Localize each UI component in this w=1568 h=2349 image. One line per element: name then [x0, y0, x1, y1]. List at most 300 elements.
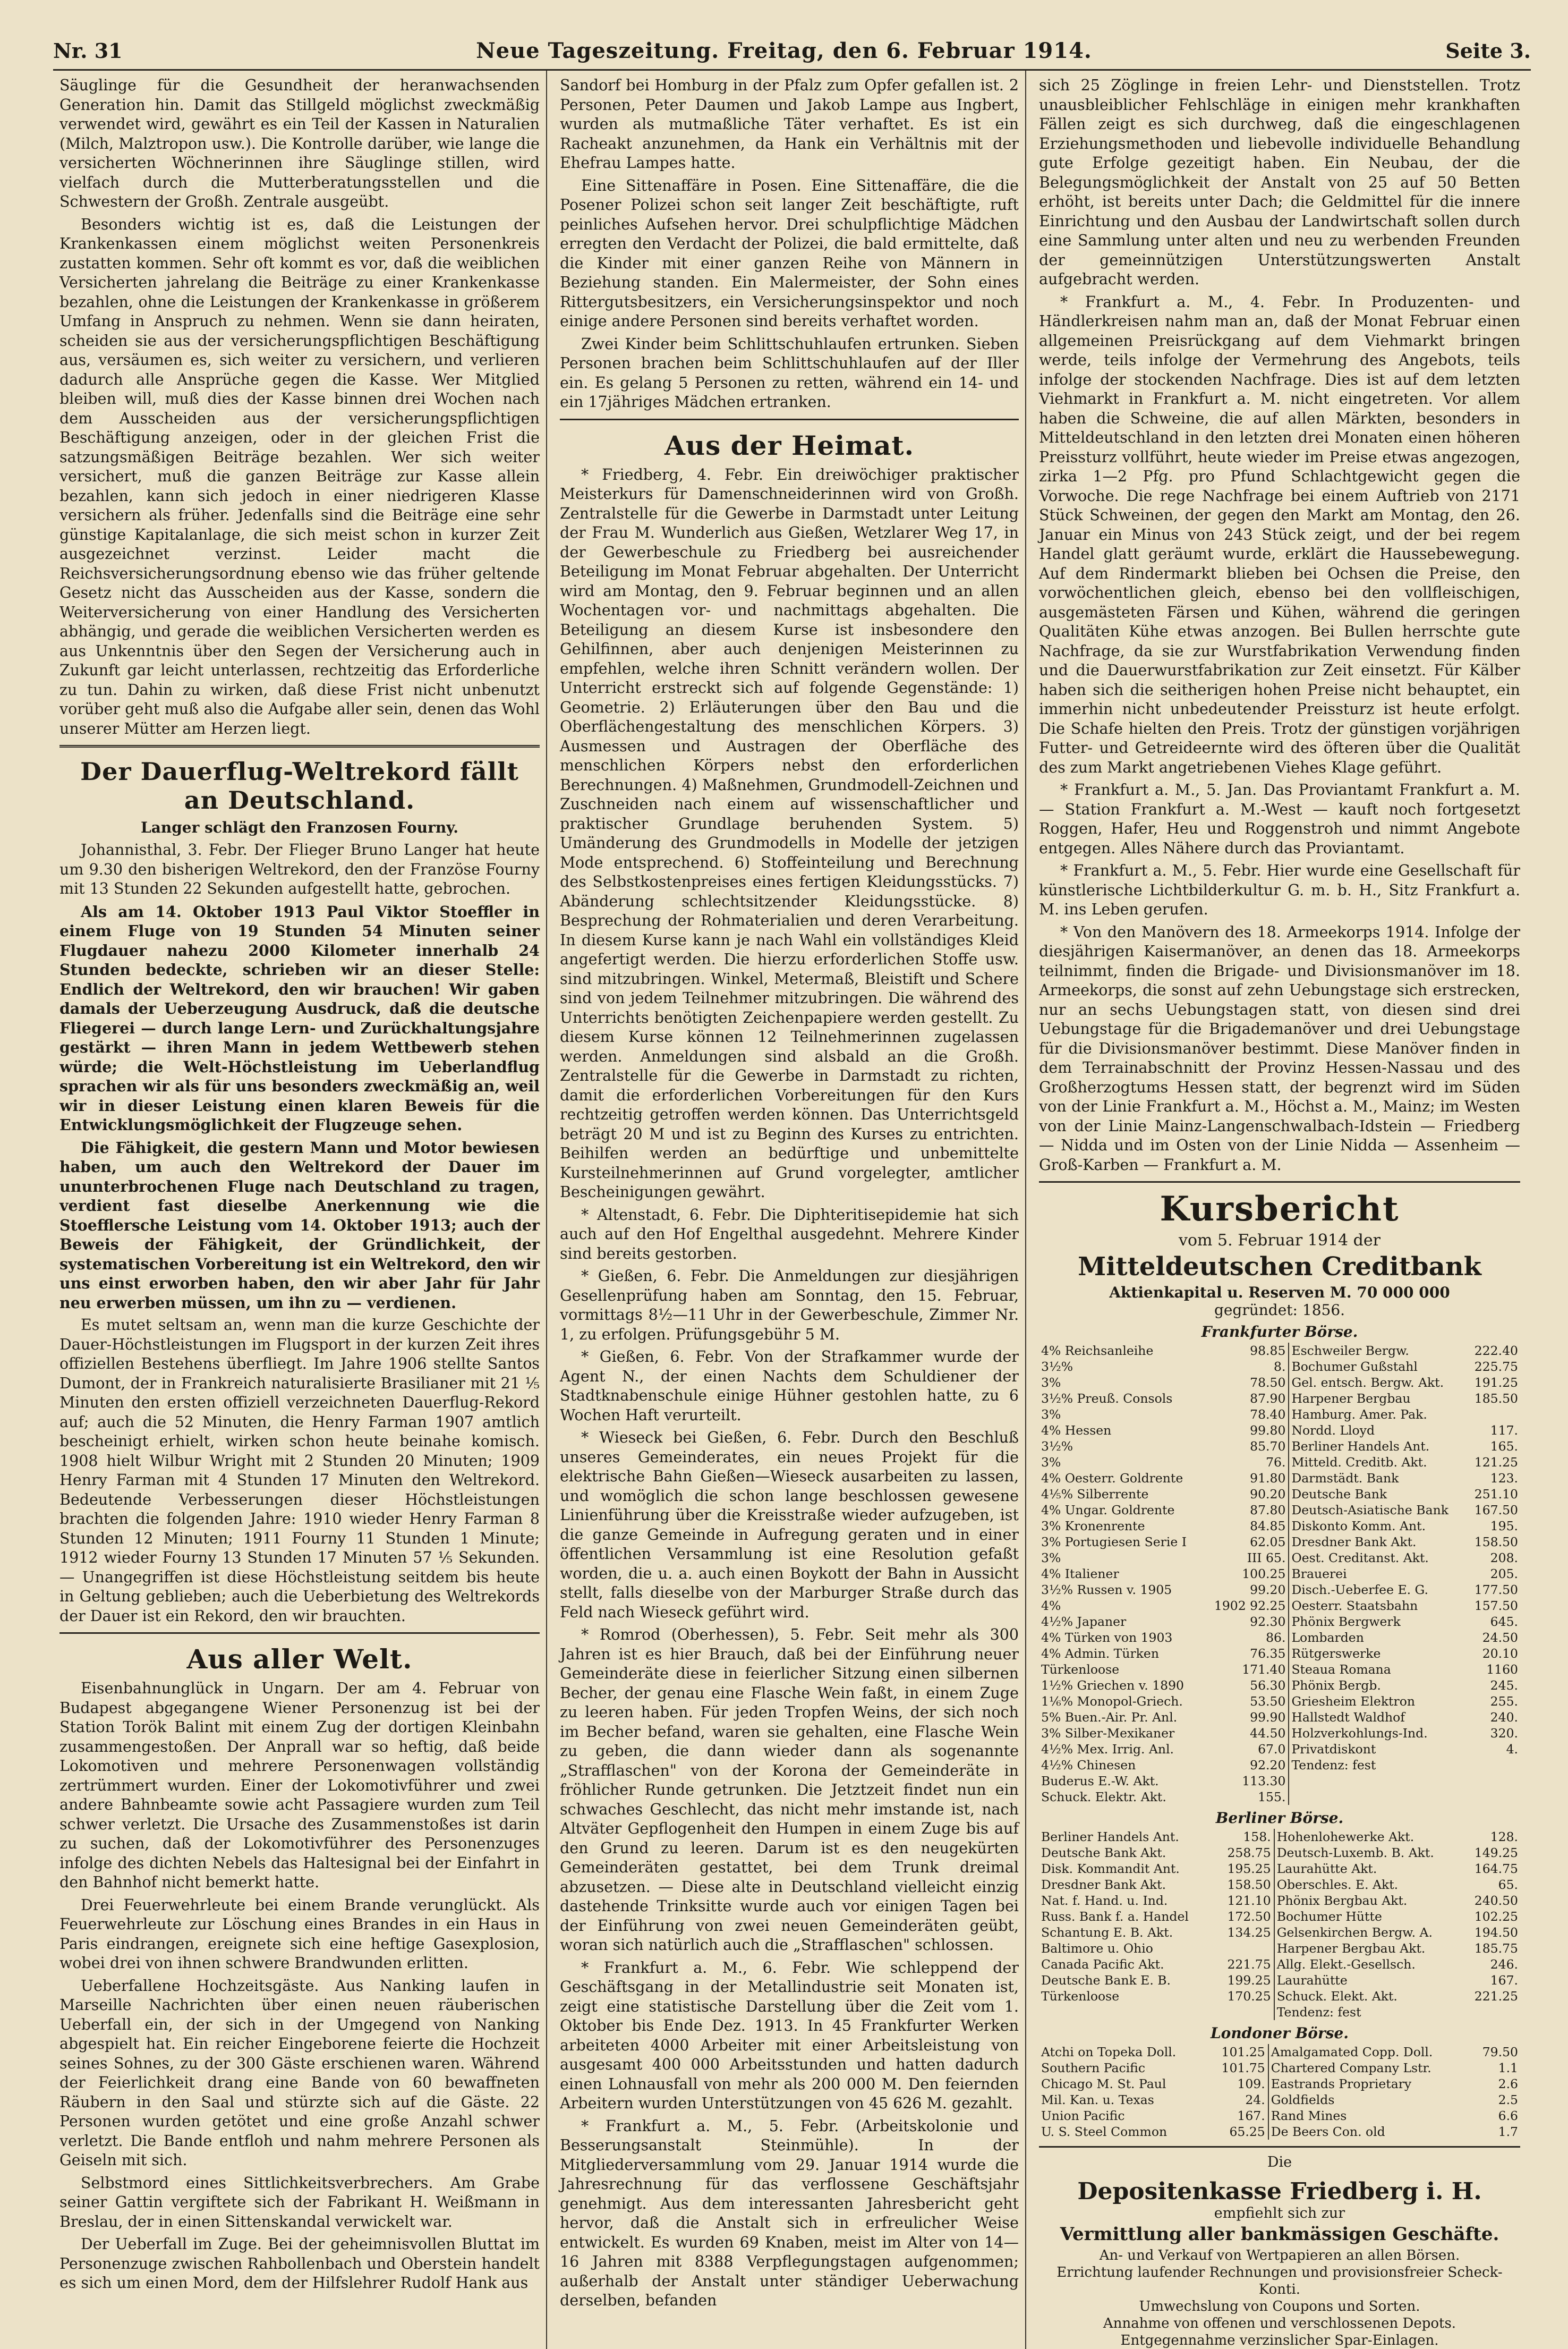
quote-value: 121.10: [1227, 1893, 1271, 1908]
quote-row: [1039, 1909, 1520, 1924]
quote-value: 67.0: [1258, 1742, 1286, 1757]
quote-row: [1039, 1518, 1520, 1534]
quote-name: Dresdner Bank Akt.: [1041, 1877, 1166, 1892]
quote-name: Baltimore u. Ohio: [1041, 1941, 1153, 1956]
quote-value: 56.30: [1250, 1678, 1286, 1693]
quote-value: [1217, 1940, 1273, 1956]
quote-row: [1039, 1924, 1520, 1940]
kurs-capital: Aktienkapital u. Reserven M. 70 000 000: [1109, 1284, 1450, 1301]
article-text: * Friedberg, 4. Febr. Ein dreiwöchiger praktischer Meisterkurs für Damenschneiderinnen wird von Großh. Zentralstelle für die Gewerbe in Darmstadt unter Leitung der Frau M. Wunderlich aus Gießen, Wetzlarer Weg 17, in der Gewerbeschule zu Friedberg bei ausreichender Beteiligung im Monat Februar abgehalten. Der Unterricht wird am Montag, den 9. Februar beginnen und an allen Wochentagen vor- und nachmittags abgehalten. Die Beteiligung an diesem Kurse ist insbesondere den Gehilfinnen, aber auch denjenigen Meisterinnen zu empfehlen, welche ihren Schnitt verändern wollen. Der Unterricht erstreckt sich auf folgende Gegenstände: 1) Geometrie. 2) Erläuterungen über den Bau und die Oberflächengestaltung des menschlichen Körpers. 3) Ausmessen und Austragen der Oberfläche des menschlichen Körpers nebst den erforderlichen Berechnungen. 4) Maßnehmen, Grundmodell-Zeichnen und Zuschneiden nach einem auf wissenschaftlicher und praktischer Grundlage beruhenden System. 5) Umänderung des Grundmodells in Modelle der jetzigen Mode entsprechend. 6) Stoffeinteilung und Berechnung des Selbstkostenpreises eines fertigen Kleidungsstücks. 7) Abänderung schlechtsitzender Kleidungsstücke. 8) Besprechung der Rohmaterialien und deren Verarbeitung. In diesem Kurse kann je nach Wahl ein vollständiges Kleid angefertigt werden. Die hierzu erforderlichen Stoffe usw. sind mitzubringen. Winkel, Metermaß, Bleistift und Schere sind von jedem Teilnehmer mitzubringen. Die während des Unterrichts benötigten Zeichenpapiere werden gestellt. Zu diesem Kurse können 12 Teilnehmerinnen zugelassen werden. Anmeldungen sind alsbald an die Großh. Zentralstelle für die Gewerbe in Darmstadt zu richten, damit die erforderlichen Vorbereitungen für den Kurs rechtzeitig getroffen werden können. Das Unterrichtsgeld beträgt 20 M und ist zu Beginn des Kurses zu entrichten. Beihilfen werden an bedürftige und unbemittelte Kursteilnehmerinnen auf Grund vorgelegter, amtlicher Bescheinigungen gewährt.: [560, 465, 1019, 1201]
quote-name: Türkenloose: [1041, 1989, 1120, 2004]
quote-name: Goldfields: [1271, 2092, 1335, 2107]
quote-value: 171.40: [1242, 1662, 1286, 1677]
quote-value: 221.75: [1227, 1957, 1271, 1972]
quote-value: 99.90: [1250, 1710, 1286, 1725]
quote-name: 5% Buen.-Air. Pr. Anl.: [1041, 1710, 1178, 1725]
quote-value: 185.75: [1474, 1941, 1518, 1956]
depositenkasse-ad: [1039, 2154, 1520, 2349]
quote-name: Schuck. Elektr. Akt.: [1041, 1790, 1166, 1804]
quote-row: [1039, 1988, 1520, 2004]
article-text: * Gießen, 6. Febr. Von der Strafkammer wurde der Agent N., der einen Nachts dem Schuldiener der Stadtknabenschule einige Hühner gestohlen hatte, zu 6 Wochen Haft verurteilt.: [560, 1348, 1019, 1424]
quote-value: 85.70: [1250, 1439, 1286, 1454]
quote-name: 4½% Mex. Irrig. Anl.: [1041, 1742, 1174, 1757]
quote-value: 128.: [1490, 1829, 1518, 1844]
quote-value: 225.75: [1474, 1359, 1518, 1374]
quote-value: 194.50: [1474, 1925, 1518, 1940]
quote-name: 3½%: [1041, 1439, 1073, 1454]
quote-value: 92.30: [1250, 1614, 1286, 1629]
quote-name: Steaua Romana: [1291, 1662, 1391, 1677]
quote-value: 84.85: [1250, 1519, 1286, 1533]
headline-dauerflug: Der Dauerflug-Weltrekord fällt an Deutschland.: [80, 757, 519, 815]
quote-value: 251.10: [1474, 1487, 1518, 1502]
quote-value: 90.20: [1250, 1487, 1286, 1502]
quote-value: [1467, 1789, 1520, 1805]
quote-name: Southern Pacific: [1041, 2060, 1145, 2075]
quote-name: Bochumer Hütte: [1276, 1909, 1382, 1924]
quote-value: 157.50: [1474, 1598, 1518, 1613]
quote-value: 158.50: [1474, 1534, 1518, 1549]
quote-name: U. S. Steel Common: [1041, 2124, 1168, 2139]
quote-row: [1039, 1550, 1520, 1566]
quote-value: 109.: [1237, 2076, 1265, 2091]
article-text: Es mutet seltsam an, wenn man die kurze Geschichte der Dauer-Höchstleistungen im Flugsport in der kurzen Zeit ihres offiziellen Bestehens überfliegt. Im Jahre 1906 stellte Santos Dumont, der in Frankreich naturalisierte Brasilianer mit 21 ⅕ Minuten den ersten offiziell verzeichneten Dauerflug-Rekord auf; auch die 52 Minuten, die Henry Farman 1907 amtlich bescheinigt erhielt, wirken schon heute beinahe komisch. 1908 hielt Wilbur Wright mit 2 Stunden 20 Minuten; 1909 Henry Farman mit 4 Stunden 17 Minuten den Weltrekord. Bedeutende Verbesserungen dieser Höchstleistungen brachten die folgenden Jahre: 1910 wieder Henry Farman 8 Stunden 12 Minuten; 1911 Fourny 11 Stunden 1 Minute; 1912 wieder Fourny 13 Stunden 17 Minuten 57 ⅕ Sekunden. — Unangegriffen ist diese Höchstleistung seitdem bis heute in Geltung geblieben; auch die Ueberbietung des Weltrekords der Dauer ist ein Rekord, den wir brauchten.: [59, 1316, 540, 1625]
quote-row: [1039, 1661, 1520, 1677]
quote-value: 6.6: [1498, 2108, 1518, 2123]
quote-value: 76.: [1266, 1455, 1286, 1470]
quote-value: 4.: [1506, 1742, 1518, 1757]
quote-row: [1039, 1438, 1520, 1454]
quote-value: 172.50: [1227, 1909, 1271, 1924]
quote-row: [1039, 1845, 1520, 1861]
quote-row: [1039, 2060, 1520, 2076]
quote-name: Berliner Handels Ant.: [1041, 1829, 1179, 1844]
quote-row: [1039, 2004, 1520, 2020]
quote-name: Chartered Company Lstr.: [1271, 2060, 1431, 2075]
quote-name: 3½% Russen v. 1905: [1041, 1582, 1172, 1597]
quote-name: Gel. entsch. Bergw. Akt.: [1291, 1375, 1444, 1390]
quote-name: Bochumer Gußstahl: [1291, 1359, 1418, 1374]
quote-value: 205.: [1490, 1566, 1518, 1581]
quote-value: 240.50: [1474, 1893, 1518, 1908]
quote-name: Allg. Elekt.-Gesellsch.: [1276, 1957, 1416, 1972]
headline-aus-der-heimat: Aus der Heimat.: [664, 429, 915, 461]
quote-name: 3% Kronenrente: [1041, 1519, 1145, 1533]
quote-name: Harpener Bergbau Akt.: [1276, 1941, 1426, 1956]
article-text: * Wieseck bei Gießen, 6. Febr. Durch den Beschluß unseres Gemeinderates, ein neues Projekt für die elektrische Bahn Gießen—Wieseck ausarbeiten zu lassen, und womöglich die schon lange beschlossen gewesene Linienführung über die Kreisstraße wieder aufzugeben, ist die ganze Gemeinde in Aufregung geraten und in einer öffentlichen Versammlung ist eine Resolution gefaßt worden, die u. a. auch einen Boykott der Bahn in Aussicht stellt, falls dieselbe von der Marburger Straße durch das Feld nach Wieseck geführt wird.: [560, 1429, 1019, 1621]
quote-value: [1467, 1773, 1520, 1789]
quote-row: [1039, 1940, 1520, 1956]
quote-value: 645.: [1490, 1614, 1518, 1629]
article-text: * Frankfurt a. M., 4. Febr. In Produzenten- und Händlerkreisen nahm man an, daß der Monat Februar einen allgemeinen Preisrückgang auf dem Viehmarkt bringen werde, teils infolge der Vermehrung des Angebots, teils infolge der stockenden Nachfrage. Dies ist auf dem letzten Viehmarkt in Frankfurt a. M. nicht eingetreten. Vor allem haben die Schweine, die auf allen Märkten, besonders in Mitteldeutschland in den letzten drei Monaten einen höheren Preissturz vollführt, heute wieder im Preise etwas angezogen, zirka 1—2 Pfg. pro Pfund Schlachtgewicht gegen die Vorwoche. Die rege Nachfrage bei einem Auftrieb von 2171 Stück Schweinen, der gegen den Markt am Montag, den 26. Januar ein Minus von 243 Stück zeigt, und der bei regem Handel glatt geräumt wurde, erklärt die Haussebewegung. Auf dem Rindermarkt blieben bei Ochsen die Preise, den vorwöchentlichen gleich, ebenso bei den vollfleischigen, ausgemästeten Färsen und Kühen, während die geringen Qualitäten Kühe etwas anzogen. Bei Bullen herrschte gute Nachfrage, da sie zur Wurstfabrikation Verwendung finden und die Dauerwurstfabrikation zur Zeit einsetzt. Für Kälber haben sich die seitherigen hohen Preise nicht behauptet, ein immerhin nicht unbedeutender Preissturz ist heute erfolgt. Die Schafe hielten den Preis. Trotz der günstigen vorjährigen Futter- und Getreideernte wird des öfteren über die Qualität des zum Markt angetriebenen Viehes Klage geführt.: [1039, 293, 1520, 776]
quote-value: 208.: [1490, 1550, 1518, 1565]
quote-row: [1039, 1375, 1520, 1390]
quote-row: [1039, 1359, 1520, 1375]
quote-name: 1½% Griechen v. 1890: [1041, 1678, 1184, 1693]
quote-name: Eastrands Proprietary: [1271, 2076, 1412, 2091]
quote-row: [1039, 1390, 1520, 1406]
kursbericht: [1039, 1189, 1520, 2140]
quote-name: [1039, 2004, 1217, 2020]
quote-value: 1.7: [1498, 2124, 1518, 2139]
issue-number: Nr. 31: [53, 38, 123, 63]
quote-value: 158.50: [1227, 1877, 1271, 1892]
column-3: [1033, 71, 1527, 2349]
quote-value: 1.1: [1498, 2060, 1518, 2075]
quote-name: Laurahütte Akt.: [1276, 1861, 1377, 1876]
quote-name: 3%: [1041, 1455, 1061, 1470]
quote-name: Amalgamated Copp. Doll.: [1271, 2045, 1433, 2059]
quote-value: 87.90: [1250, 1391, 1286, 1406]
quote-row: [1039, 1789, 1520, 1805]
quote-row: [1039, 1757, 1520, 1773]
quote-row: [1039, 2044, 1520, 2060]
quote-name: 4%: [1041, 1598, 1061, 1613]
quote-name: 3%: [1041, 1550, 1061, 1565]
quote-row: [1039, 1956, 1520, 1972]
quote-name: 3%: [1041, 1375, 1061, 1390]
kurs-table-frankfurt: [1039, 1343, 1520, 1805]
article-text: * Frankfurt a. M., 6. Febr. Wie schleppend der Geschäftsgang in der Metallindustrie seit Monaten ist, zeigt eine statistische Darstellung über die Zeit vom 1. Oktober bis Ende Dez. 1913. In 45 Frankfurter Werken arbeiteten 4000 Arbeiter mit einer Arbeitsleistung von ausgesamt 400 000 Arbeitsstunden und hatten dadurch einen Lohnausfall von mehr als 200 000 M. Den feiernden Arbeitern wurden Unterstützungen von 45 626 M. gezahlt.: [560, 1958, 1019, 2112]
quote-row: [1039, 1893, 1520, 1909]
quote-value: [1464, 2004, 1520, 2020]
quote-row: [1039, 1406, 1520, 1422]
quote-value: 2.6: [1498, 2076, 1518, 2091]
quote-value: 24.: [1245, 2092, 1265, 2107]
article-text: Säuglinge für die Gesundheit der heranwachsenden Generation hin. Damit das Stillgeld möglichst zweckmäßig verwendet wird, gewährt es ein Teil der Kassen in Naturalien (Milch, Malztropon usw.). Die Kontrolle darüber, wie lange die versicherten Wöchnerinnen ihre Säuglinge stillen, wird vielfach durch die Mutterberatungsstellen und die Schwestern der Großh. Zentrale ausgeübt.: [59, 77, 540, 210]
quote-value: 134.25: [1227, 1925, 1271, 1940]
quote-value: 195.: [1490, 1519, 1518, 1533]
quote-name: Rand Mines: [1271, 2108, 1347, 2123]
quote-name: Eschweiler Bergw.: [1291, 1343, 1409, 1358]
article-text: Ueberfallene Hochzeitsgäste. Aus Nanking laufen in Marseille Nachrichten über einen neuen räuberischen Ueberfall ein, der sich in der Umgegend von Nanking abgespielt hat. Ein reicher Eingeborene feierte die Hochzeit seines Sohnes, zu der 300 Gäste erschienen waren. Während der Feierlichkeit drang eine Bande von 60 bewaffneten Räubern in den Saal und stürzte sich auf die Gäste. 22 Personen wurden getötet und eine große Anzahl schwer verletzt. Die Bande entfloh und nahm mehrere Personen als Geiseln mit sich.: [59, 1977, 540, 2169]
quote-name: [1289, 1789, 1467, 1805]
quote-value: 199.25: [1227, 1973, 1271, 1988]
article-text: Sandorf bei Homburg in der Pfalz zum Opfer gefallen ist. 2 Personen, Peter Daumen und Jakob Lampe aus Ingbert, wurden als mutmaßliche Täter verhaftet. Es ist ein Racheakt anzunehmen, da Hank ein Verhältnis mit der Ehefrau Lampes hatte.: [560, 77, 1019, 172]
quote-name: Deutsch-Asiatische Bank: [1291, 1503, 1448, 1517]
quote-row: [1039, 2092, 1520, 2108]
article-text: sich 25 Zöglinge in freien Lehr- und Dienststellen. Trotz unausbleiblicher Fehlschläge in einigen mehr krankhaften Fällen zeigt es sich durchweg, daß die eingeschlagenen Erziehungsmethoden und liebevolle individuelle Behandlung gute Erfolge gezeitigt haben. Ein Neubau, der die Belegungsmöglichkeit der Anstalt von 25 auf 50 Betten erhöht, ist bereits unter Dach; die Geldmittel für die innere Einrichtung und den Ausbau der Landwirtschaft sollen durch eine Sammlung unter alten und neu zu werbenden Freunden der gemeinnützigen Unterstützungswerten Anstalt aufgebracht werden.: [1039, 77, 1520, 288]
quote-name: Diskonto Komm. Ant.: [1291, 1519, 1426, 1533]
quote-name: 4% Reichsanleihe: [1041, 1343, 1154, 1358]
article-text: Drei Feuerwehrleute bei einem Brande verunglückt. Als Feuerwehrleute zur Löschung eines Brandes in ein Haus in Paris eindrangen, ereignete sich eine heftige Gasexplosion, wobei drei von ihnen schwere Brandwunden erlitten.: [59, 1896, 540, 1972]
quote-row: [1039, 1861, 1520, 1877]
depo-line: Umwechslung von Coupons und Sorten.: [1139, 2299, 1420, 2314]
quote-value: 100.25: [1242, 1566, 1286, 1581]
article-text: Der Ueberfall im Zuge. Bei der geheimnisvollen Bluttat im Personenzuge zwischen Rahbollenbach und Oberstein handelt es sich um einen Mord, dem der Hilfslehrer Rudolf Hank aus: [59, 2235, 540, 2292]
quote-row: [1039, 1486, 1520, 1502]
divider: [59, 745, 540, 748]
quote-name: Hamburg. Amer. Pak.: [1291, 1407, 1427, 1422]
article-text: * Frankfurt a. M., 5. Jan. Das Proviantamt Frankfurt a. M. — Station Frankfurt a. M.-West — kauft noch fortgesetzt Roggen, Hafer, Heu und Roggenstroh und nimmt Angebote entgegen. Alles Nähere durch das Proviantamt.: [1039, 781, 1520, 857]
quote-row: [1039, 1502, 1520, 1518]
quote-value: 158.: [1243, 1829, 1271, 1844]
quote-value: 221.25: [1474, 1989, 1518, 2004]
masthead: [53, 32, 1531, 71]
kurs-table-berlin: [1039, 1829, 1520, 2020]
quote-name: Türkenloose: [1041, 1662, 1120, 1677]
quote-name: 4% Italiener: [1041, 1566, 1119, 1581]
divider: [560, 419, 1019, 420]
kurs-section-frankfurt: Frankfurter Börse.: [1201, 1323, 1358, 1341]
depo-line: Entgegennahme verzinslicher Spar-Einlagen.: [1120, 2333, 1439, 2348]
quote-value: 165.: [1490, 1439, 1518, 1454]
quote-name: Tendenz: fest: [1276, 2005, 1361, 2020]
quote-name: Berliner Handels Ant.: [1291, 1439, 1430, 1454]
depo-line: Errichtung laufender Rechnungen und provisionsfreier Scheck-Konti.: [1056, 2265, 1503, 2297]
quote-name: Nordd. Lloyd: [1291, 1423, 1375, 1438]
kurs-title: Kursbericht: [1160, 1189, 1400, 1229]
quote-value: 98.85: [1250, 1343, 1286, 1358]
quote-value: 170.25: [1227, 1989, 1271, 2004]
kurs-founded: gegründet: 1856.: [1214, 1301, 1345, 1319]
quote-name: Deutsche Bank Akt.: [1041, 1845, 1166, 1860]
quote-value: 101.25: [1221, 2045, 1265, 2059]
quote-row: [1039, 1630, 1520, 1646]
quote-name: Mitteld. Creditb. Akt.: [1291, 1455, 1427, 1470]
quote-name: 3½% Preuß. Consols: [1041, 1391, 1173, 1406]
article-text: Zwei Kinder beim Schlittschuhlaufen ertrunken. Sieben Personen brachen beim Schlittschuhlaufen auf der Iller ein. Es gelang 5 Personen zu retten, während ein 14- und ein 17jähriges Mädchen ertranken.: [560, 335, 1019, 411]
quote-value: 79.50: [1482, 2045, 1518, 2059]
quote-value: 20.10: [1482, 1646, 1518, 1661]
quote-name: 4½% Chinesen: [1041, 1758, 1136, 1773]
quote-row: [1039, 1454, 1520, 1470]
kurs-section-london: Londoner Börse.: [1210, 2024, 1349, 2042]
quote-name: Griesheim Elektron: [1291, 1694, 1416, 1709]
depo-recommends: empfiehlt sich zur: [1214, 2205, 1345, 2221]
quote-name: Disch.-Ueberfee E. G.: [1291, 1582, 1428, 1597]
newspaper-title: Neue Tageszeitung. Freitag, den 6. Februar 1914.: [476, 38, 1092, 63]
quote-value: 167.: [1237, 2108, 1265, 2123]
kurs-date: vom 5. Februar 1914 der: [1179, 1231, 1380, 1250]
quote-value: 92.20: [1250, 1758, 1286, 1773]
quote-value: 99.20: [1250, 1582, 1286, 1597]
quote-name: Buderus E.-W. Akt.: [1041, 1774, 1159, 1788]
quote-name: Chicago M. St. Paul: [1041, 2076, 1166, 2091]
quote-value: 44.50: [1250, 1726, 1286, 1741]
quote-row: [1039, 1582, 1520, 1598]
quote-name: Schuck. Elekt. Akt.: [1276, 1989, 1397, 2004]
quote-value: 320.: [1490, 1726, 1518, 1741]
quote-value: 258.75: [1227, 1845, 1271, 1860]
quote-row: [1039, 1422, 1520, 1438]
quote-row: [1039, 1470, 1520, 1486]
quote-value: 91.80: [1250, 1471, 1286, 1486]
quote-row: [1039, 2076, 1520, 2092]
page-number: Seite 3.: [1445, 38, 1531, 63]
quote-row: [1039, 1566, 1520, 1582]
quote-name: Laurahütte: [1276, 1973, 1348, 1988]
quote-name: Phönix Bergbau Akt.: [1276, 1893, 1408, 1908]
quote-name: Mil. Kan. u. Texas: [1041, 2092, 1154, 2107]
quote-row: [1039, 1614, 1520, 1630]
quote-name: Nat. f. Hand. u. Ind.: [1041, 1893, 1168, 1908]
quote-value: 245.: [1490, 1678, 1518, 1693]
quote-value: 8.: [1274, 1359, 1286, 1374]
quote-row: [1039, 1693, 1520, 1709]
quote-name: Privatdiskont: [1291, 1742, 1376, 1757]
quote-value: 65.: [1498, 1877, 1518, 1892]
article-text: * Gießen, 6. Febr. Die Anmeldungen zur diesjährigen Gesellenprüfung haben am Sonntag, den 15. Februar, vormittags 8½—11 Uhr in der Gewerbeschule, Zimmer Nr. 1, zu erfolgen. Prüfungsgebühr 5 M.: [560, 1267, 1019, 1343]
quote-name: 4% Oesterr. Goldrente: [1041, 1471, 1183, 1486]
quote-value: 246.: [1490, 1957, 1518, 1972]
quote-name: Deutsche Bank E. B.: [1041, 1973, 1171, 1988]
quote-value: [1217, 2004, 1273, 2020]
divider: [59, 1632, 540, 1634]
article-text: Die Fähigkeit, die gestern Mann und Motor bewiesen haben, um auch den Weltrekord der Dauer im ununterbrochenen Fluge nach Deutschland zu tragen, verdient fast dieselbe Anerkennung wie die Stoefflersche Leistung vom 14. Oktober 1913; auch der Beweis der Fähigkeit, der Gründlichkeit, der systematischen Vorbereitung ist ein Weltrekord, den wir uns einst erworben haben, den wir aber Jahr für Jahr neu erwerben müssen, um ihn zu — verdienen.: [59, 1138, 540, 1312]
depo-headline: Vermittlung aller bankmässigen Geschäfte.: [1060, 2224, 1499, 2245]
quote-name: Lombarden: [1291, 1630, 1364, 1645]
quote-name: Holzverkohlungs-Ind.: [1291, 1726, 1428, 1741]
quote-name: Disk. Kommandit Ant.: [1041, 1861, 1180, 1876]
quote-value: 1902 92.25: [1214, 1598, 1286, 1613]
article-text: * Romrod (Oberhessen), 5. Febr. Seit mehr als 300 Jahren ist es hier Brauch, daß bei der Einführung neuer Gemeinderäte diese in feierlicher Sitzung einen silbernen Becher, der genau eine Flasche Wein faßt, in einem Zuge zu leeren haben. Für jeden Tropfen Weins, der sich noch im Becher befand, waren sie gehalten, eine Flasche Wein zu geben, die dann wieder dann als sogenannte „Strafflaschen" von der Korona der Gemeinderäte in fröhlicher Runde getrunken. Die Jetztzeit findet nun ein schwaches Geschlecht, das nicht mehr imstande ist, nach Altväter Gepflogenheit den Humpen in einem Zuge bis auf den Grund zu leeren. Darum ist es den neugekürten Gemeinderäten gestattet, bei dem Trunk dreimal abzusetzen. — Diese alte in Deutschland vielleicht einzig dastehende Trinksitte wurde auch vor einigen Tagen bei der Einführung von zwei neuen Gemeinderäten geübt, woran sich natürlich auch die „Strafflaschen" schlossen.: [560, 1626, 1019, 1954]
quote-name: 4⅕% Silberrente: [1041, 1487, 1149, 1502]
quote-name: Oest. Creditanst. Akt.: [1291, 1550, 1429, 1565]
divider: [1039, 2146, 1520, 2148]
quote-name: 4% Türken von 1903: [1041, 1630, 1173, 1645]
headline-aus-aller-welt: Aus aller Welt.: [186, 1643, 413, 1675]
article-text: Selbstmord eines Sittlichkeitsverbrechers. Am Grabe seiner Gattin vergiftete sich der Fabrikant H. Weißmann in Breslau, der in einen Sittenskandal verwickelt war.: [59, 2174, 540, 2231]
quote-value: 24.50: [1482, 1630, 1518, 1645]
quote-row: [1039, 1773, 1520, 1789]
quote-row: [1039, 2108, 1520, 2124]
divider: [1039, 1181, 1520, 1183]
quote-name: 1⅙% Monopol-Griech.: [1041, 1694, 1183, 1709]
quote-row: [1039, 1343, 1520, 1359]
quote-value: 76.35: [1250, 1646, 1286, 1661]
quote-name: 4% Admin. Türken: [1041, 1646, 1159, 1661]
column-2: [553, 71, 1026, 2349]
depo-line: Annahme von offenen und verschlossenen Depots.: [1103, 2316, 1456, 2331]
quote-value: 1160: [1486, 1662, 1518, 1677]
quote-row: [1039, 1725, 1520, 1741]
quote-name: 3% Portugiesen Serie I: [1041, 1534, 1187, 1549]
depo-title: Depositenkasse Friedberg i. H.: [1077, 2178, 1482, 2205]
quote-row: [1039, 1709, 1520, 1725]
quote-row: [1039, 1877, 1520, 1893]
quote-value: 78.40: [1250, 1407, 1286, 1422]
article-text: Johannisthal, 3. Febr. Der Flieger Bruno Langer hat heute um 9.30 den bisherigen Weltrekord, den der Französe Fourny mit 13 Stunden 22 Sekunden aufgestellt hatte, gebrochen.: [59, 841, 540, 897]
quote-row: [1039, 1534, 1520, 1550]
quote-name: Dresdner Bank Akt.: [1291, 1534, 1417, 1549]
article-text: Eisenbahnunglück in Ungarn. Der am 4. Februar von Budapest abgegangene Wiener Personenzug ist bei der Station Torök Balint mit einem Zug der dortigen Kleinbahn zusammengestoßen. Der Anprall war so heftig, daß beide Lokomotiven und mehrere Personenwagen vollständig zertrümmert wurden. Einer der Lokomotivführer und zwei andere Bahnbeamte sowie acht Passagiere wurden zum Teil schwer verletzt. Die Ursache des Zusammenstoßes ist darin zu suchen, daß der Lokomotivführer des Personenzuges infolge des dichten Nebels das Haltesignal bei der Einfahrt in den Bahnhof nicht bemerkt hatte.: [59, 1680, 540, 1891]
quote-row: [1039, 1741, 1520, 1757]
quote-name: Hallstedt Waldhof: [1291, 1710, 1405, 1725]
quote-value: [1467, 1406, 1520, 1422]
quote-value: 101.75: [1221, 2060, 1265, 2075]
quote-value: 53.50: [1250, 1694, 1286, 1709]
quote-row: [1039, 2124, 1520, 2140]
quote-row: [1039, 1829, 1520, 1845]
quote-name: Rütgerswerke: [1291, 1646, 1381, 1661]
quote-name: Schantung E. B. Akt.: [1041, 1925, 1173, 1940]
quote-name: De Beers Con. old: [1271, 2124, 1385, 2139]
quote-value: 167.50: [1474, 1503, 1518, 1517]
quote-value: 191.25: [1474, 1375, 1518, 1390]
column-1: [53, 71, 547, 2349]
quote-name: 4% Ungar. Goldrente: [1041, 1503, 1175, 1517]
quote-value: 167.: [1490, 1973, 1518, 1988]
quote-name: 3% Silber-Mexikaner: [1041, 1726, 1175, 1741]
quote-name: Oberschles. E. Akt.: [1276, 1877, 1399, 1892]
depo-line: An- und Verkauf von Wertpapieren an allen Börsen.: [1099, 2248, 1460, 2263]
quote-value: 121.25: [1474, 1455, 1518, 1470]
article-text: Als am 14. Oktober 1913 Paul Viktor Stoeffler in einem Fluge von 19 Stunden 54 Minuten seiner Flugdauer nahezu 2000 Kilometer innerhalb 24 Stunden bedeckte, schrieben wir an dieser Stelle: Endlich der Weltrekord, den wir brauchen! Wir gaben damals der Ueberzeugung Ausdruck, daß die deutsche Fliegerei — durch lange Lern- und Zurückhaltungsjahre gestärkt — ihren Mann in jedem Wettbewerb stehen würde; die Welt-Höchstleistung im Ueberlandflug sprachen wir als für uns besonders zweckmäßig an, weil wir in dieser Leistung einen klaren Beweis für die Entwicklungsmöglichkeit der Flugzeuge sehen.: [59, 902, 540, 1134]
quote-value: 123.: [1490, 1471, 1518, 1486]
quote-row: [1039, 1677, 1520, 1693]
quote-value: 185.50: [1474, 1391, 1518, 1406]
quote-name: [1289, 1773, 1467, 1789]
quote-value: [1467, 1757, 1520, 1773]
quote-value: 195.25: [1227, 1861, 1271, 1876]
quote-name: 3%: [1041, 1407, 1061, 1422]
quote-name: Gelsenkirchen Bergw. A.: [1276, 1925, 1433, 1940]
quote-value: 86.: [1266, 1630, 1286, 1645]
quote-name: Atchi on Topeka Doll.: [1041, 2045, 1177, 2059]
quote-name: 3½%: [1041, 1359, 1073, 1374]
quote-name: Canada Pacific Akt.: [1041, 1957, 1164, 1972]
quote-name: Deutsche Bank: [1291, 1487, 1387, 1502]
quote-value: 149.25: [1474, 1845, 1518, 1860]
article-text: * Frankfurt a. M., 5. Febr. Hier wurde eine Gesellschaft für künstlerische Lichtbilderkultur G. m. b. H., Sitz Frankfurt a. M. ins Leben gerufen.: [1039, 862, 1520, 918]
quote-name: Darmstädt. Bank: [1291, 1471, 1399, 1486]
quote-value: 113.30: [1242, 1774, 1286, 1788]
quote-name: Deutsch-Luxemb. B. Akt.: [1276, 1845, 1434, 1860]
quote-value: III 65.: [1247, 1550, 1286, 1565]
quote-name: Union Pacific: [1041, 2108, 1125, 2123]
quote-name: Harpener Bergbau: [1291, 1391, 1411, 1406]
quote-value: 255.: [1490, 1694, 1518, 1709]
quote-name: Phönix Bergwerk: [1291, 1614, 1401, 1629]
quote-name: Oesterr. Staatsbahn: [1291, 1598, 1418, 1613]
quote-name: Russ. Bank f. a. Handel: [1041, 1909, 1189, 1924]
article-text: * Frankfurt a. M., 5. Febr. (Arbeitskolonie und Besserungsanstalt Steinmühle). In der Mitgliederversammlung vom 29. Januar 1914 wurde die Jahresrechnung für das verflossene Geschäftsjahr genehmigt. Aus dem interessanten Jahresbericht geht hervor, daß die Anstalt sich in erfreulicher Weise entwickelt. Es wurden 69 Knaben, meist im Alter von 14—16 Jahren mit 8388 Verpflegungstagen aufgenommen; außerhalb der Anstalt unter ständiger Ueberwachung derselben, befanden: [560, 2117, 1019, 2309]
quote-row: [1039, 1972, 1520, 1988]
quote-value: 65.25: [1229, 2124, 1265, 2139]
quote-value: 222.40: [1474, 1343, 1518, 1358]
article-text: Eine Sittenaffäre in Posen. Eine Sittenaffäre, die die Posener Polizei schon seit langer Zeit beschäftigte, ruft peinliches Aufsehen hervor. Drei schulpflichtige Mädchen erregten den Verdacht der Polizei, die bald ermittelte, daß die Kinder mit einer ganzen Reihe von Männern in Beziehung standen. Ein Malermeister, der Sohn eines Rittergutsbesitzers, ein Versicherungsinspektor und noch einige andere Personen sind bereits verhaftet worden.: [560, 176, 1019, 330]
quote-name: Tendenz: fest: [1291, 1758, 1376, 1773]
subheadline-dauerflug: Langer schlägt den Franzosen Fourny.: [141, 819, 458, 836]
quote-value: 177.50: [1474, 1582, 1518, 1597]
article-text: * Altenstadt, 6. Febr. Die Diphteritisepidemie hat sich auch auf den Hof Engelthal ausgedehnt. Mehrere Kinder sind bereits gestorben.: [560, 1206, 1019, 1262]
kurs-section-berlin: Berliner Börse.: [1215, 1809, 1344, 1827]
quote-value: 2.5: [1498, 2092, 1518, 2107]
article-text: Besonders wichtig ist es, daß die Leistungen der Krankenkassen einem möglichst weiten Personenkreis zustatten kommen. Sehr oft kommt es vor, daß die weiblichen Versicherten jahrelang die Beiträge zu einer Krankenkasse bezahlen, ohne die Leistungen der Krankenkasse in größerem Umfang in Anspruch zu nehmen. Wenn sie dann heiraten, scheiden sie aus der versicherungspflichtigen Beschäftigung aus, versäumen es, sich weiter zu versichern, und verlieren dadurch alle Ansprüche gegen die Kasse. Wer Mitglied bleiben will, muß dies der Kasse binnen drei Wochen nach dem Ausscheiden aus der versicherungspflichtigen Beschäftigung anzeigen, oder in der gleichen Frist die satzungsmäßigen Beiträge bezahlen. Wer sich weiter versichert, muß die ganzen Beiträge zur Kasse allein bezahlen, kann sich jedoch in einer niedrigeren Klasse versichern als früher. Jedenfalls sind die Beiträge eine sehr günstige Kapitalanlage, die sich meist schon in kurzer Zeit ausgezeichnet verzinst. Leider macht die Reichsversicherungsordnung ebenso wie das früher geltende Gesetz nicht das Ausscheiden aus der Kasse, sondern die Weiterversicherung von einer Handlung des Versicherten abhängig, und gerade die weiblichen Versicherten werden es aus Unkenntnis über den Segen der Versicherung auch in Zukunft gar leicht unterlassen, rechtzeitig das Erforderliche zu tun. Dahin zu wirken, daß diese Frist nicht unbenutzt vorüber geht muß also die Aufgabe aller sein, denen das Wohl unserer Mütter am Herzen liegt.: [59, 215, 540, 737]
quote-name: Brauerei: [1291, 1566, 1347, 1581]
quote-value: 78.50: [1250, 1375, 1286, 1390]
kurs-table-london: [1039, 2044, 1520, 2140]
quote-value: 164.75: [1474, 1861, 1518, 1876]
quote-value: 102.25: [1474, 1909, 1518, 1924]
quote-name: Phönix Bergb.: [1291, 1678, 1381, 1693]
quote-value: 62.05: [1250, 1534, 1286, 1549]
quote-value: 99.80: [1250, 1423, 1286, 1438]
quote-value: 87.80: [1250, 1503, 1286, 1517]
quote-value: 155.: [1258, 1790, 1286, 1804]
quote-name: Hohenlohewerke Akt.: [1276, 1829, 1414, 1844]
depo-die: Die: [1267, 2154, 1292, 2170]
quote-row: [1039, 1646, 1520, 1661]
quote-value: 117.: [1490, 1423, 1518, 1438]
quote-value: 240.: [1490, 1710, 1518, 1725]
quote-name: 4½% Japaner: [1041, 1614, 1127, 1629]
quote-row: [1039, 1598, 1520, 1614]
kurs-bank-name: Mitteldeutschen Creditbank: [1078, 1252, 1481, 1282]
quote-name: 4% Hessen: [1041, 1423, 1112, 1438]
article-text: * Von den Manövern des 18. Armeekorps 1914. Infolge der diesjährigen Kaisermanöver, an denen das 18. Armeekorps teilnimmt, finden die Brigade- und Divisionsmanöver im 18. Armeekorps, die sonst auf zehn Uebungstage sich erstrecken, nur an sechs Uebungstagen statt, von diesen sind drei Uebungstage für die Brigademanöver und drei Uebungstage für die Divisionsmanöver bestimmt. Diese Manöver finden in dem Terrainabschnitt der Provinz Hessen-Nassau und des Großherzogtums Hessen statt, der begrenzt wird im Süden von der Linie Frankfurt a. M., Höchst a. M., Mainz; im Westen von der Linie Mainz-Langenschwalbach-Idstein — Friedberg — Nidda und im Osten von der Linie Nidda — Assenheim — Groß-Karben — Frankfurt a. M.: [1039, 923, 1520, 1174]
